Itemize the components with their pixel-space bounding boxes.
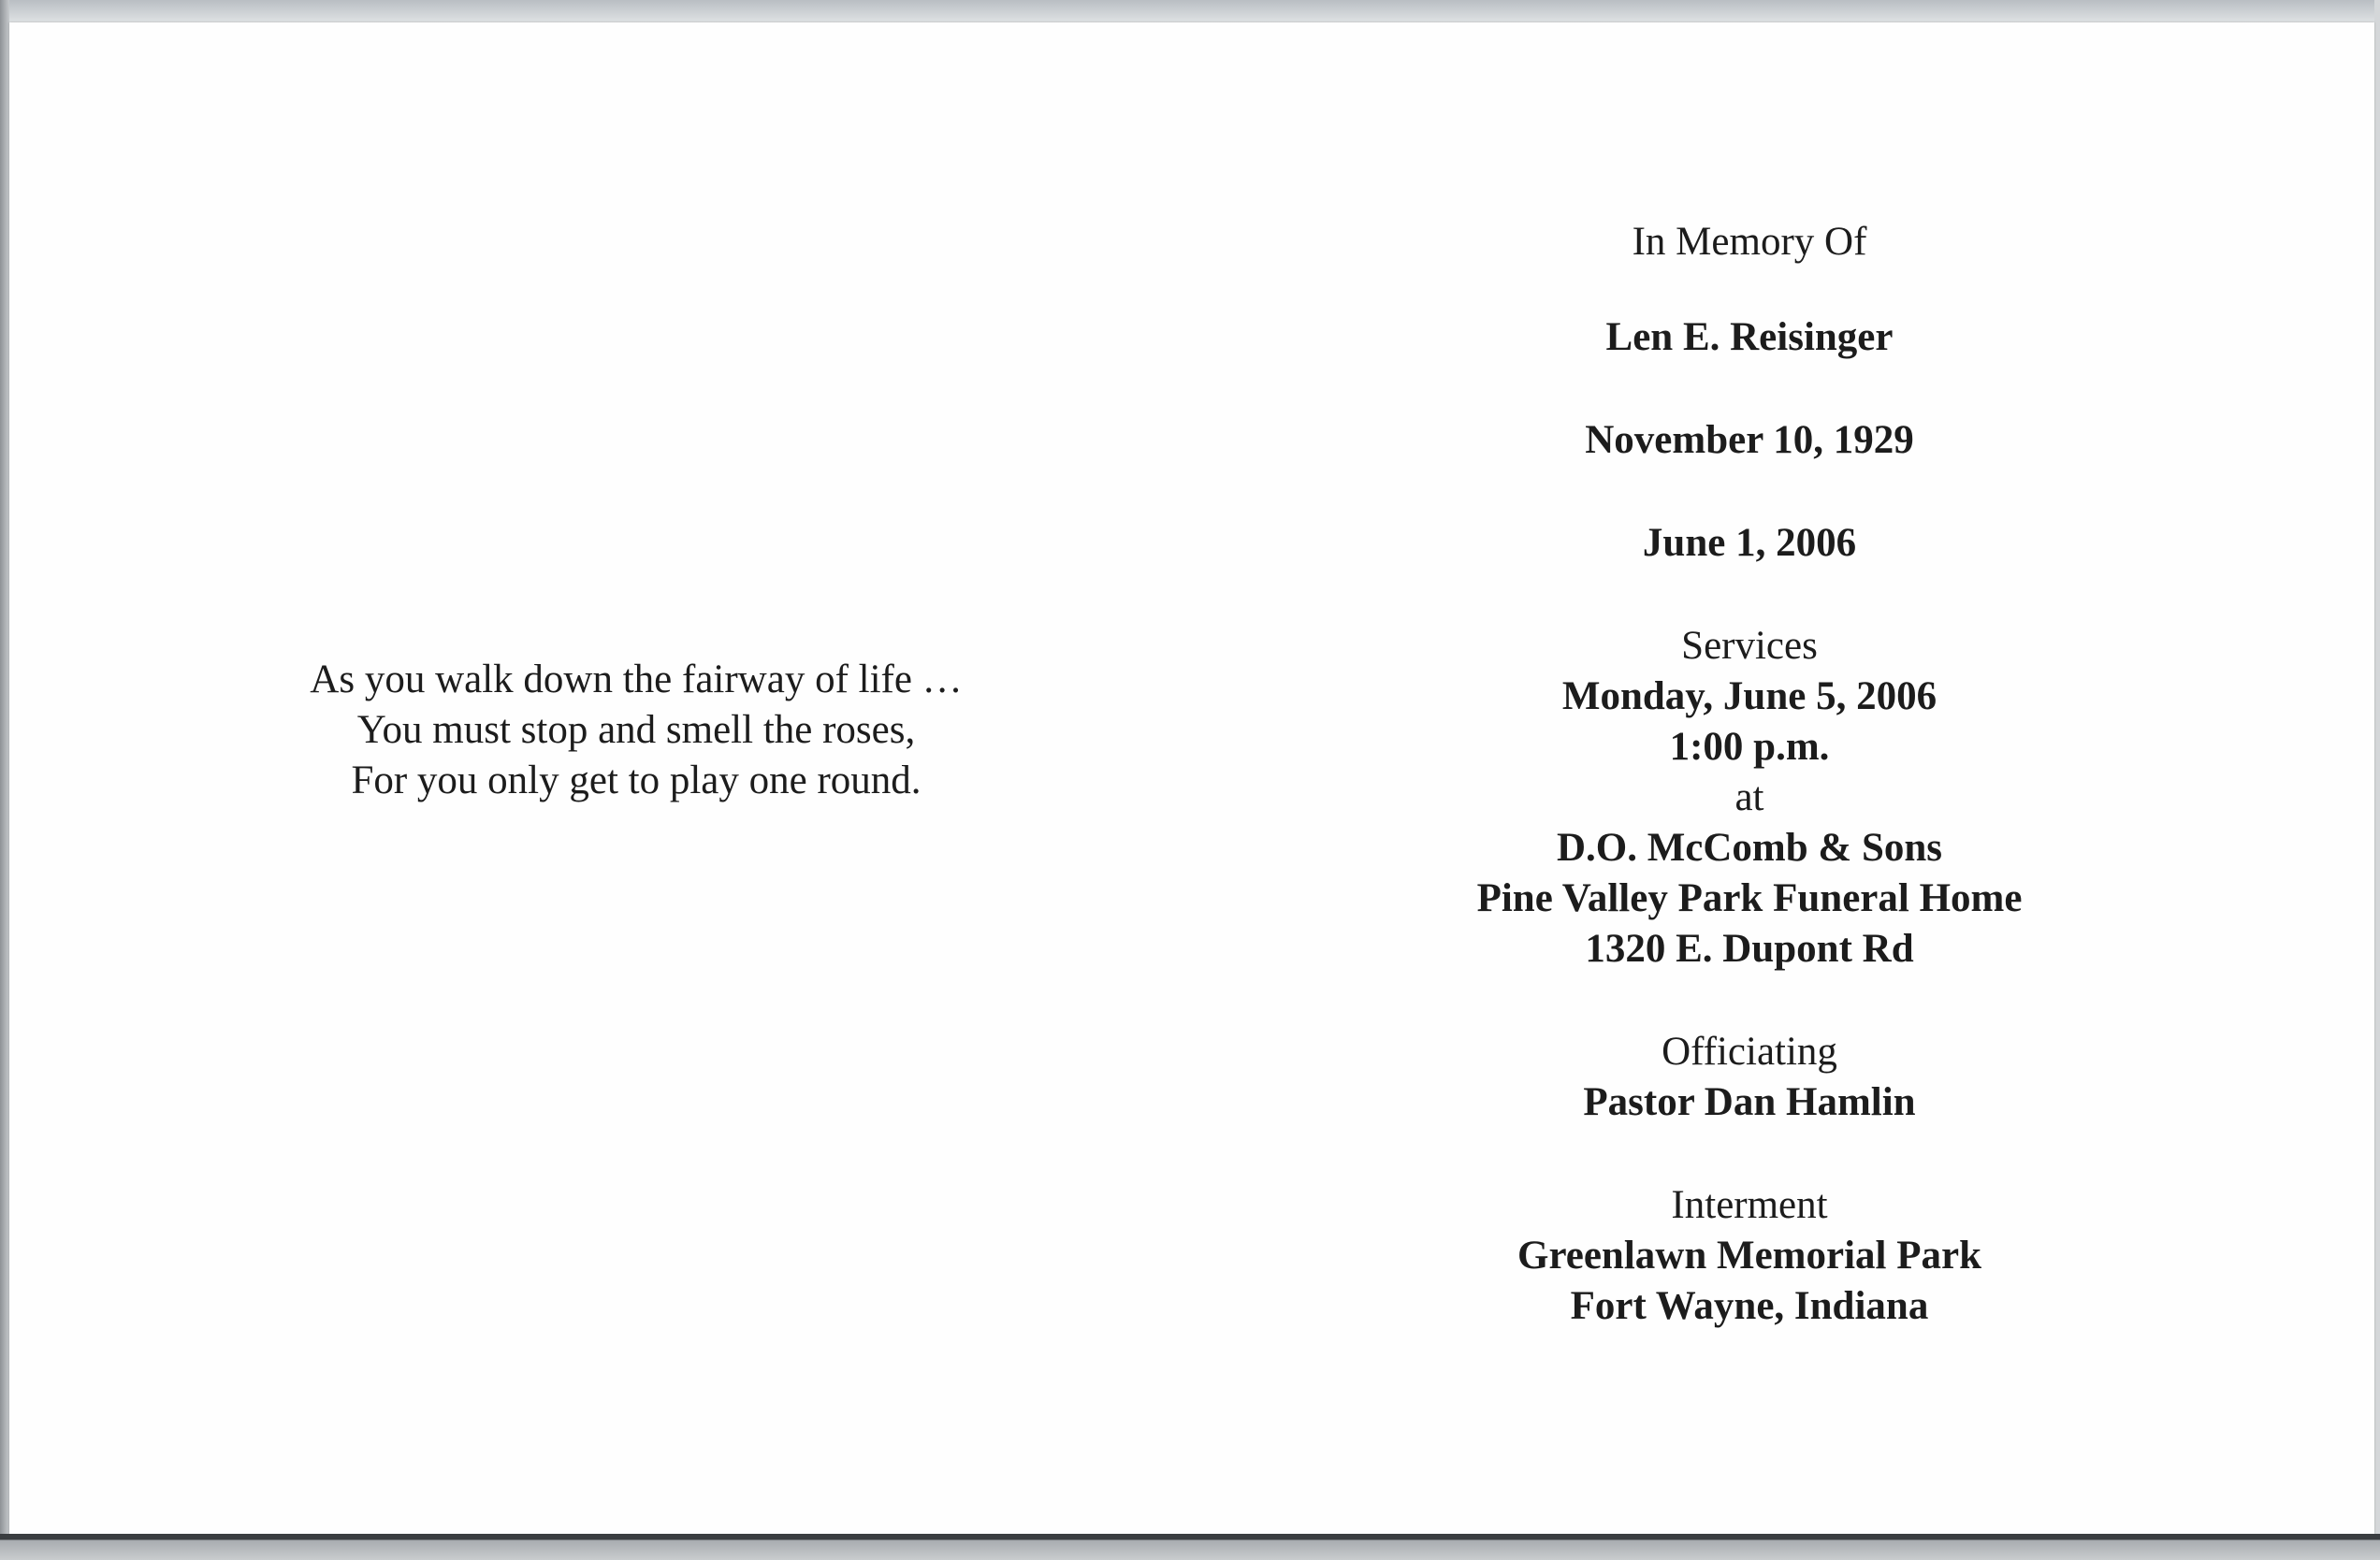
- services-time: 1:00 p.m.: [1669, 725, 1830, 769]
- interment-place: Greenlawn Memorial Park: [1517, 1234, 1981, 1278]
- services-at: at: [1734, 775, 1764, 819]
- birth-date: November 10, 1929: [1585, 418, 1914, 462]
- memorial-details: [1375, 217, 2124, 1332]
- officiating-label: Officiating: [1662, 1030, 1837, 1074]
- interment-city: Fort Wayne, Indiana: [1570, 1284, 1929, 1328]
- scan-right-edge: [2374, 0, 2380, 1560]
- verse-line-1: As you walk down the fairway of life …: [310, 657, 963, 701]
- services-date: Monday, June 5, 2006: [1561, 674, 1937, 718]
- verse-line-3: For you only get to play one round.: [351, 758, 922, 802]
- golf-verse: [206, 655, 1067, 806]
- scan-bottom-edge: [0, 1534, 2380, 1560]
- verse-line-2: You must stop and smell the roses,: [356, 708, 916, 752]
- interment-label: Interment: [1671, 1183, 1828, 1227]
- scan-left-edge: [0, 0, 9, 1560]
- funeral-home-name: D.O. McComb & Sons: [1556, 826, 1943, 870]
- funeral-home-address: 1320 E. Dupont Rd: [1585, 927, 1914, 971]
- scan-top-edge: [0, 0, 2380, 22]
- in-memory-heading: In Memory Of: [1632, 220, 1867, 264]
- officiant-name: Pastor Dan Hamlin: [1583, 1080, 1916, 1124]
- deceased-name: Len E. Reisinger: [1605, 315, 1894, 359]
- death-date: June 1, 2006: [1642, 521, 1857, 565]
- funeral-home-venue: Pine Valley Park Funeral Home: [1476, 876, 2023, 920]
- services-label: Services: [1681, 624, 1818, 668]
